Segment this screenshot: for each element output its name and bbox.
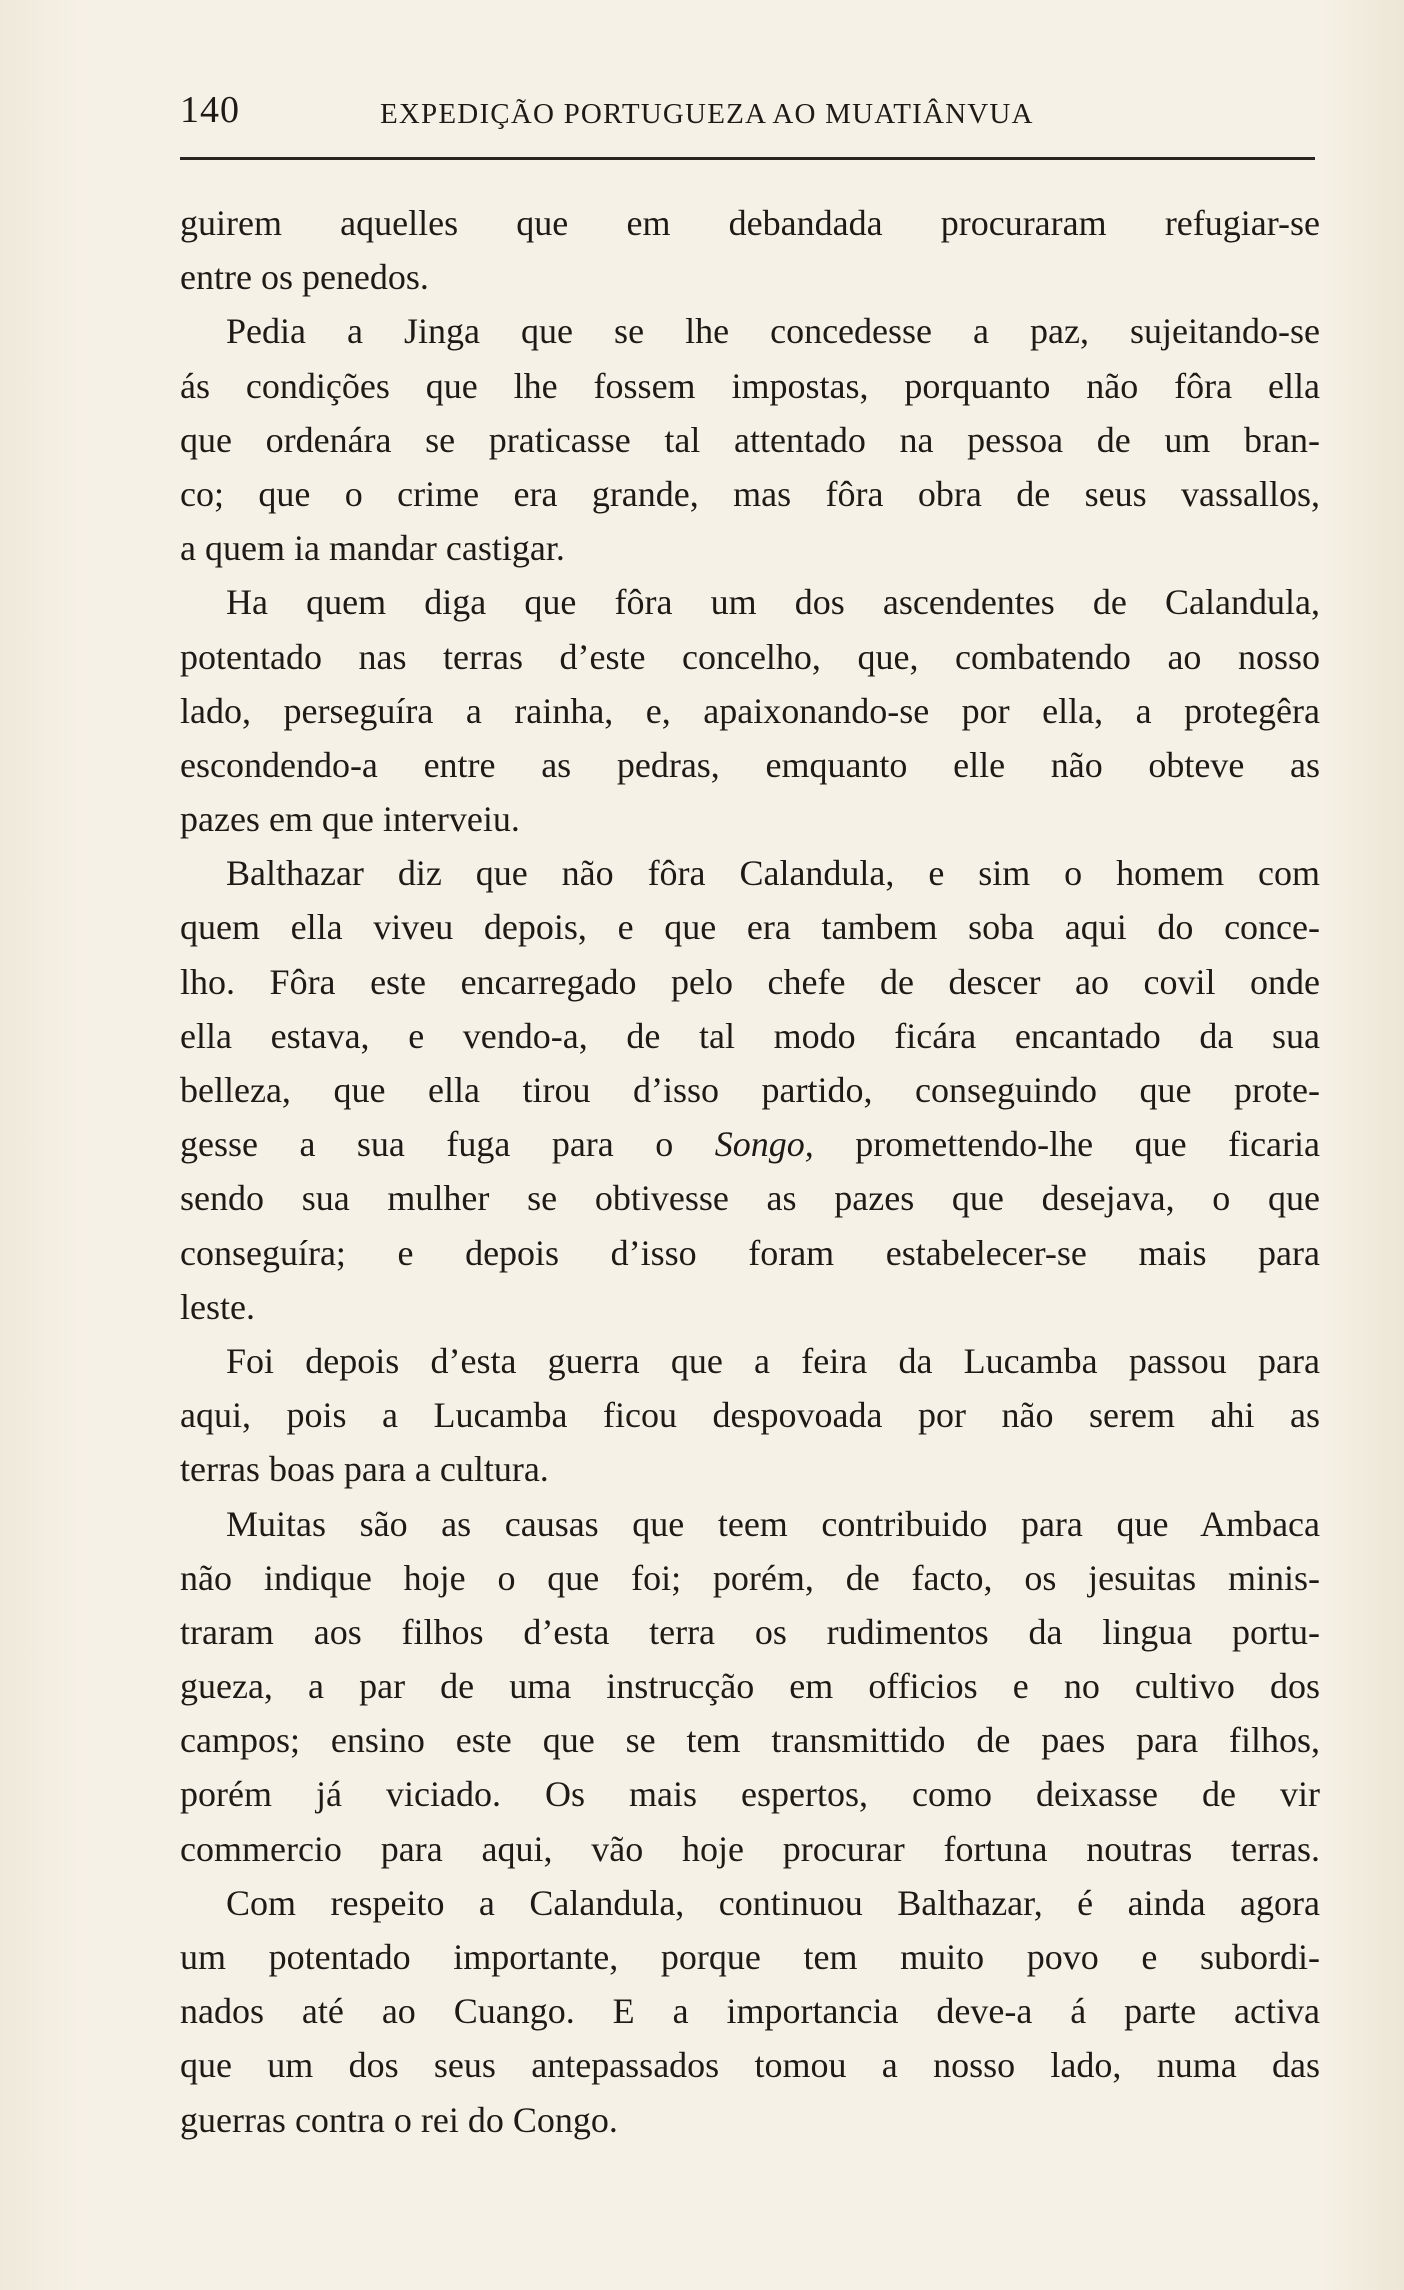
text-line: lho. Fôra este encarregado pelo chefe de descer ao covil onde bbox=[180, 961, 1320, 1002]
text-line: leste. bbox=[180, 1286, 255, 1327]
text-line: nados até ao Cuango. E a importancia deve-a á parte activa bbox=[180, 1991, 1320, 2032]
text-segment: promettendo-lhe que ficaria bbox=[855, 1124, 1321, 1165]
text-line: ella estava, e vendo-a, de tal modo ficára encantado da sua bbox=[180, 1015, 1320, 1056]
text-line: Ha quem diga que fôra um dos ascendentes de Calandula, bbox=[226, 582, 1320, 623]
text-line: quem ella viveu depois, e que era tambem soba aqui do conce- bbox=[180, 907, 1320, 948]
text-line: a quem ia mandar castigar. bbox=[180, 528, 565, 569]
text-line: escondendo-a entre as pedras, emquanto elle não obteve as bbox=[180, 744, 1320, 785]
text-line: guerras contra o rei do Congo. bbox=[180, 2099, 618, 2140]
text-line: não indique hoje o que foi; porém, de facto, os jesuitas minis- bbox=[180, 1557, 1320, 1598]
text-line: potentado nas terras d’este concelho, que, combatendo ao nosso bbox=[180, 636, 1320, 677]
italic-place-name: Songo, bbox=[714, 1124, 814, 1165]
text-line-with-italic bbox=[180, 1117, 1320, 1171]
text-line: que ordenára se praticasse tal attentado na pessoa de um bran- bbox=[180, 419, 1320, 460]
text-segment: gesse a sua fuga para o bbox=[180, 1124, 674, 1165]
text-line: belleza, que ella tirou d’isso partido, conseguindo que prote- bbox=[180, 1070, 1320, 1110]
text-line: Muitas são as causas que teem contribuido para que Ambaca bbox=[226, 1503, 1320, 1544]
text-line: gueza, a par de uma instrucção em officios e no cultivo dos bbox=[180, 1666, 1320, 1707]
text-line: aqui, pois a Lucamba ficou despovoada por não serem ahi as bbox=[180, 1395, 1320, 1436]
text-line: Foi depois d’esta guerra que a feira da Lucamba passou para bbox=[226, 1340, 1320, 1381]
text-line: traram aos filhos d’esta terra os rudimentos da lingua portu- bbox=[180, 1611, 1320, 1652]
text-line: guirem aquelles que em debandada procuraram refugiar-se bbox=[180, 203, 1320, 243]
text-line: pazes em que interveiu. bbox=[180, 799, 520, 840]
text-line: co; que o crime era grande, mas fôra obra de seus vassallos, bbox=[180, 473, 1320, 514]
text-line: sendo sua mulher se obtivesse as pazes que desejava, o que bbox=[180, 1178, 1320, 1219]
text-line: porém já viciado. Os mais espertos, como deixasse de vir bbox=[180, 1774, 1320, 1815]
page-number: 140 bbox=[180, 89, 240, 131]
text-line: conseguíra; e depois d’isso foram estabelecer-se mais para bbox=[180, 1232, 1320, 1273]
body-text bbox=[180, 196, 1320, 2147]
text-line: Pedia a Jinga que se lhe concedesse a paz, sujeitando-se bbox=[226, 311, 1320, 352]
page-header bbox=[180, 88, 1310, 148]
text-line: campos; ensino este que se tem transmittido de paes para filhos, bbox=[180, 1720, 1320, 1761]
text-line: lado, perseguíra a rainha, e, apaixonando-se por ella, a protegêra bbox=[180, 690, 1320, 731]
text-line: ás condições que lhe fossem impostas, porquanto não fôra ella bbox=[180, 365, 1320, 406]
text-line: Com respeito a Calandula, continuou Balthazar, é ainda agora bbox=[226, 1882, 1320, 1923]
text-line: entre os penedos. bbox=[180, 257, 429, 298]
text-line: terras boas para a cultura. bbox=[180, 1449, 549, 1490]
header-rule bbox=[180, 157, 1315, 160]
text-line: commercio para aqui, vão hoje procurar fortuna noutras terras. bbox=[180, 1828, 1320, 1869]
text-line: um potentado importante, porque tem muito povo e subordi- bbox=[180, 1937, 1320, 1977]
text-line: Balthazar diz que não fôra Calandula, e sim o homem com bbox=[226, 853, 1320, 894]
running-head: EXPEDIÇÃO PORTUGUEZA AO MUATIÂNVUA bbox=[380, 98, 1034, 130]
text-line: que um dos seus antepassados tomou a nosso lado, numa das bbox=[180, 2045, 1320, 2086]
